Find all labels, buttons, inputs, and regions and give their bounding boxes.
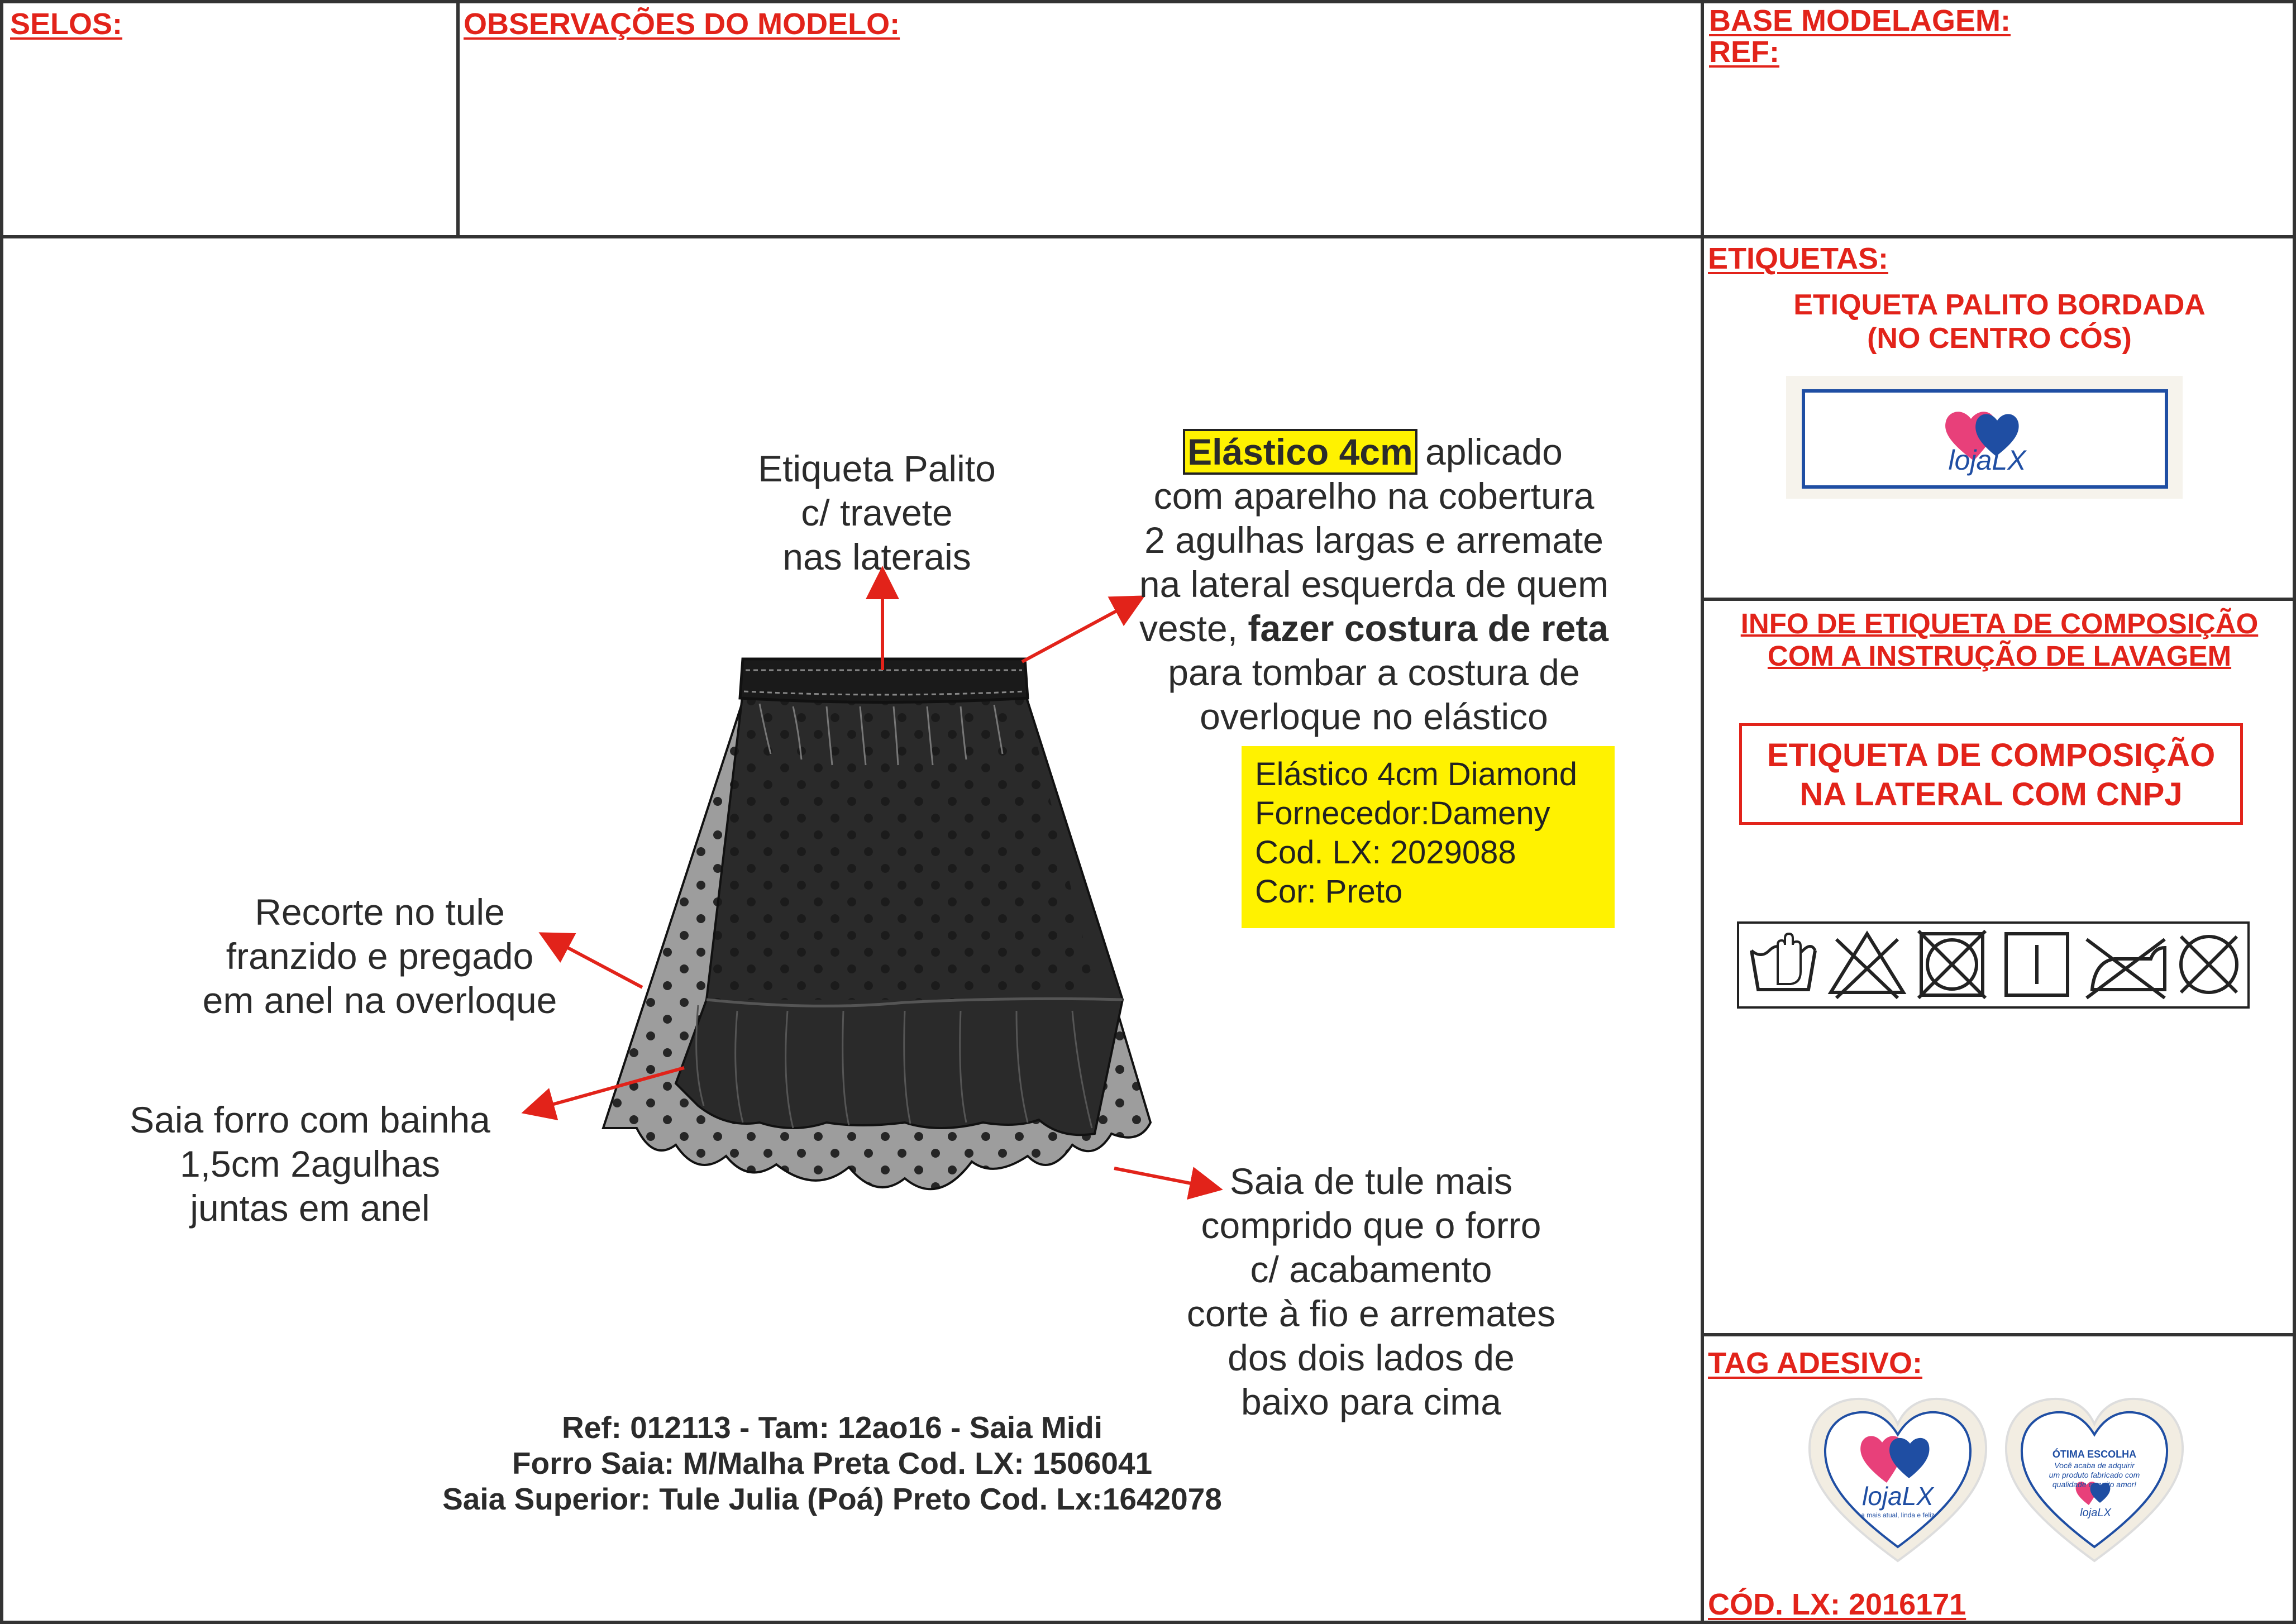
elastico-note-line1-rest: aplicado: [1415, 431, 1563, 472]
etiqueta-palito-note-line3: nas laterais: [782, 536, 971, 577]
saia-forro-note-line3: juntas em anel: [190, 1187, 430, 1229]
recorte-note: [184, 890, 575, 1023]
saia-tule-note-line1: Saia de tule mais: [1229, 1160, 1513, 1202]
spec-line3: Cod. LX: 2029088: [1255, 834, 1516, 871]
tag-back-title: ÓTIMA ESCOLHA: [2052, 1449, 2137, 1460]
elastico-note-line5-bold: fazer costura de reta: [1248, 608, 1609, 649]
ref-label: REF:: [1709, 35, 1779, 69]
etiqueta-palito-note: [681, 447, 1072, 579]
recorte-note-line2: franzido e pregado: [226, 935, 534, 977]
composicao-section-line1: INFO DE ETIQUETA DE COMPOSIÇÃO: [1740, 608, 2259, 639]
elastico-highlight: Elástico 4cm: [1185, 431, 1415, 472]
elastico-note-line6: para tombar a costura de: [1168, 652, 1580, 693]
composicao-box-line2: NA LATERAL COM CNPJ: [1799, 776, 2183, 813]
composicao-section-line2: COM A INSTRUÇÃO DE LAVAGEM: [1767, 640, 2232, 672]
saia-tule-note: [1151, 1159, 1592, 1424]
recorte-note-line3: em anel na overloque: [202, 980, 557, 1021]
ref-info-line1: Ref: 012113 - Tam: 12ao16 - Saia Midi: [561, 1410, 1102, 1445]
etiqueta-brand-text: lojaLX: [1948, 445, 2026, 476]
etiqueta-palito-note-line1: Etiqueta Palito: [758, 448, 996, 489]
ref-info: [424, 1410, 1240, 1517]
recorte-note-line1: Recorte no tule: [255, 891, 505, 933]
tag-front-tagline: a mais atual, linda e feliz: [1861, 1511, 1935, 1519]
elastico-note-line4: na lateral esquerda de quem: [1139, 563, 1609, 605]
saia-forro-note-line1: Saia forro com bainha: [130, 1099, 490, 1140]
elastico-note: [1106, 430, 1642, 739]
saia-tule-note-line5: dos dois lados de: [1228, 1337, 1515, 1378]
observacoes-label: OBSERVAÇÕES DO MODELO:: [464, 7, 900, 41]
saia-tule-note-line4: corte à fio e arremates: [1186, 1293, 1556, 1334]
etiqueta-palito-title-line2: (NO CENTRO CÓS): [1867, 322, 2132, 355]
etiquetas-label: ETIQUETAS:: [1708, 242, 1888, 275]
tag-back-text-line1: Você acaba de adquirir: [2054, 1461, 2135, 1470]
elastico-note-line5: [1106, 606, 1642, 651]
elastico-note-line1: [1106, 430, 1642, 474]
spec-line4: Cor: Preto: [1255, 873, 1403, 910]
ref-info-line2: Forro Saia: M/Malha Preta Cod. LX: 1506041: [512, 1446, 1153, 1480]
elastico-spec-box: [1242, 746, 1615, 928]
saia-tule-note-line2: comprido que o forro: [1201, 1205, 1541, 1246]
saia-forro-note-line2: 1,5cm 2agulhas: [180, 1143, 440, 1184]
composicao-box-line1: ETIQUETA DE COMPOSIÇÃO: [1767, 737, 2216, 773]
elastico-note-line5-start: veste,: [1139, 608, 1248, 649]
base-modelagem-label: BASE MODELAGEM:: [1709, 4, 2011, 37]
etiqueta-palito-note-line2: c/ travete: [801, 492, 953, 533]
saia-tule-note-line6: baixo para cima: [1241, 1381, 1501, 1422]
tag-front-brand: lojaLX: [1862, 1482, 1934, 1511]
elastico-note-line3: 2 agulhas largas e arremate: [1144, 519, 1603, 561]
tag-adesivo-label: TAG ADESIVO:: [1708, 1346, 1923, 1380]
spec-line2: Fornecedor:Dameny: [1255, 795, 1550, 832]
tag-back-text-line3: qualidade e muito amor!: [2052, 1480, 2137, 1489]
elastico-note-line2: com aparelho na cobertura: [1153, 475, 1595, 517]
tag-back-brand: lojaLX: [2080, 1507, 2111, 1519]
saia-tule-note-line3: c/ acabamento: [1250, 1249, 1492, 1290]
saia-forro-note: [89, 1098, 531, 1230]
elastico-note-line7: overloque no elástico: [1200, 696, 1548, 737]
codigo-label: CÓD. LX: 2016171: [1708, 1588, 1966, 1621]
spec-line1: Elástico 4cm Diamond: [1255, 756, 1577, 792]
tag-back-text-line2: um produto fabricado com: [2049, 1470, 2140, 1479]
ref-info-line3: Saia Superior: Tule Julia (Poá) Preto Cod. Lx:1642078: [442, 1482, 1222, 1516]
etiqueta-palito-title-line1: ETIQUETA PALITO BORDADA: [1793, 289, 2206, 321]
selos-label: SELOS:: [10, 7, 123, 41]
